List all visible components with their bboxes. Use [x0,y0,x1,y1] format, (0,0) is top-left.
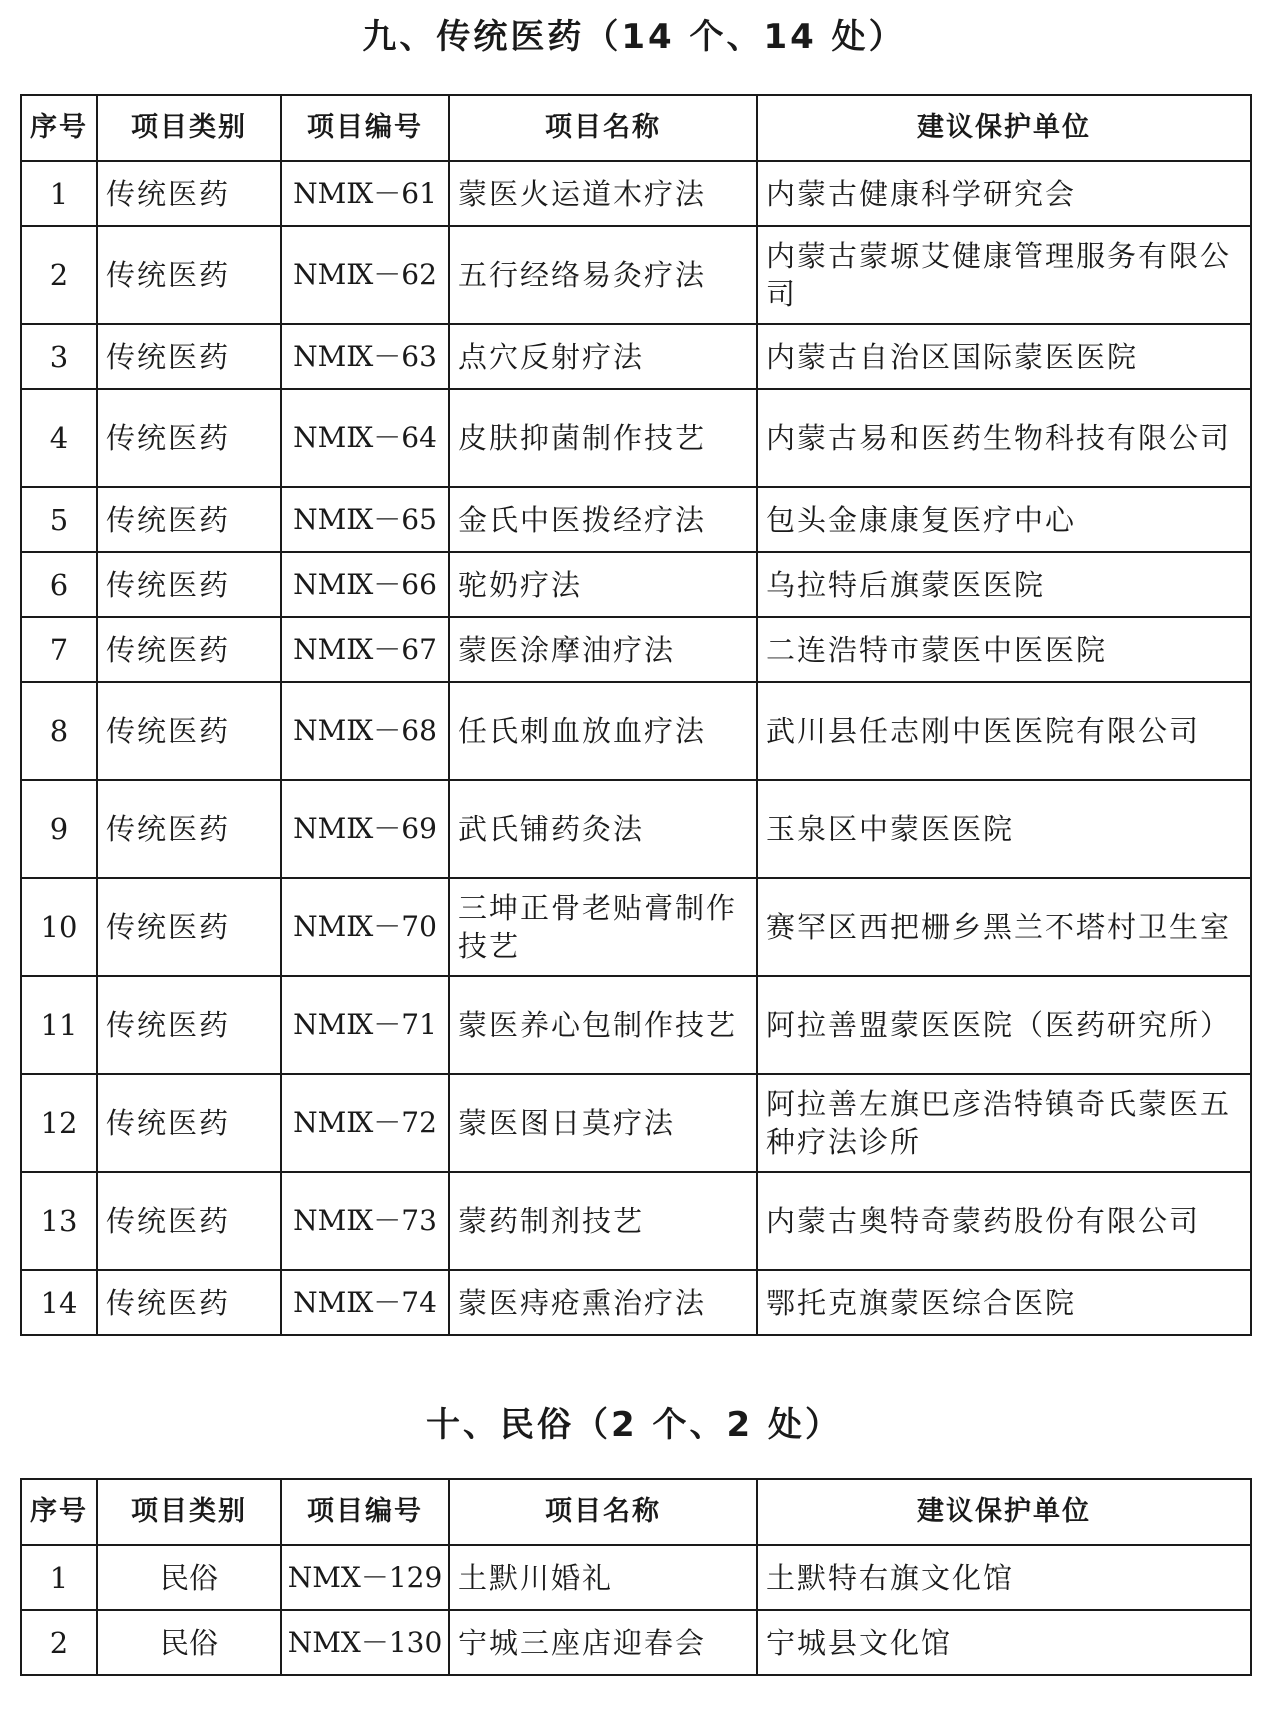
table-row [21,780,1251,878]
table-row [21,976,1251,1074]
cell-name: 任氏刺血放血疗法 [449,682,757,780]
cell-category: 传统医药 [97,682,281,780]
cell-code: NMⅨ－65 [281,487,449,552]
cell-category: 传统医药 [97,161,281,226]
cell-code: NMⅨ－68 [281,682,449,780]
table-row [21,552,1251,617]
cell-category: 传统医药 [97,324,281,389]
table-row [21,389,1251,487]
cell-name: 武氏铺药灸法 [449,780,757,878]
cell-category: 传统医药 [97,1074,281,1172]
header-name: 项目名称 [449,95,757,161]
cell-serial: 2 [21,1610,97,1675]
header-unit: 建议保护单位 [757,95,1251,161]
cell-unit: 武川县任志刚中医医院有限公司 [757,682,1251,780]
cell-category: 传统医药 [97,617,281,682]
cell-category: 传统医药 [97,780,281,878]
cell-name: 金氏中医拨经疗法 [449,487,757,552]
table-header-row [21,1479,1251,1545]
cell-name: 蒙医火运道木疗法 [449,161,757,226]
cell-unit: 内蒙古自治区国际蒙医医院 [757,324,1251,389]
table-row [21,1172,1251,1270]
section-10-title: 十、民俗（2 个、2 处） [426,1405,842,1445]
cell-serial: 5 [21,487,97,552]
cell-code: NMⅨ－71 [281,976,449,1074]
cell-unit: 内蒙古蒙塬艾健康管理服务有限公司 [757,226,1251,324]
header-code: 项目编号 [281,95,449,161]
cell-code: NMⅨ－66 [281,552,449,617]
cell-unit: 阿拉善左旗巴彦浩特镇奇氏蒙医五种疗法诊所 [757,1074,1251,1172]
cell-code: NMⅨ－70 [281,878,449,976]
cell-name: 三坤正骨老贴膏制作技艺 [449,878,757,976]
cell-code: NMⅨ－69 [281,780,449,878]
header-unit: 建议保护单位 [757,1479,1251,1545]
cell-name: 蒙医养心包制作技艺 [449,976,757,1074]
cell-code: NMⅩ－129 [281,1545,449,1610]
table-header-row [21,95,1251,161]
cell-name: 蒙医图日莫疗法 [449,1074,757,1172]
cell-code: NMⅩ－130 [281,1610,449,1675]
cell-unit: 宁城县文化馆 [757,1610,1251,1675]
cell-category: 传统医药 [97,389,281,487]
cell-unit: 阿拉善盟蒙医医院（医药研究所） [757,976,1251,1074]
cell-serial: 14 [21,1270,97,1335]
cell-name: 点穴反射疗法 [449,324,757,389]
cell-serial: 6 [21,552,97,617]
section-9-title: 九、传统医药（14 个、14 处） [362,17,906,57]
table-row [21,1074,1251,1172]
cell-code: NMⅨ－62 [281,226,449,324]
cell-code: NMⅨ－67 [281,617,449,682]
header-category: 项目类别 [97,1479,281,1545]
cell-category: 传统医药 [97,878,281,976]
table-row [21,324,1251,389]
cell-code: NMⅨ－73 [281,1172,449,1270]
header-code: 项目编号 [281,1479,449,1545]
header-name: 项目名称 [449,1479,757,1545]
cell-serial: 12 [21,1074,97,1172]
table-row [21,161,1251,226]
cell-unit: 乌拉特后旗蒙医医院 [757,552,1251,617]
cell-serial: 1 [21,1545,97,1610]
cell-code: NMⅨ－64 [281,389,449,487]
folk-custom-table [20,1478,1252,1676]
table-row [21,226,1251,324]
cell-unit: 土默特右旗文化馆 [757,1545,1251,1610]
cell-name: 蒙医涂摩油疗法 [449,617,757,682]
cell-serial: 9 [21,780,97,878]
table-row [21,617,1251,682]
cell-category: 民俗 [97,1610,281,1675]
cell-name: 蒙医痔疮熏治疗法 [449,1270,757,1335]
table-row [21,1545,1251,1610]
cell-serial: 13 [21,1172,97,1270]
cell-code: NMⅨ－63 [281,324,449,389]
table-row [21,878,1251,976]
header-category: 项目类别 [97,95,281,161]
cell-unit: 内蒙古奥特奇蒙药股份有限公司 [757,1172,1251,1270]
cell-name: 五行经络易灸疗法 [449,226,757,324]
cell-name: 土默川婚礼 [449,1545,757,1610]
cell-serial: 11 [21,976,97,1074]
table-row [21,682,1251,780]
cell-serial: 10 [21,878,97,976]
cell-unit: 玉泉区中蒙医医院 [757,780,1251,878]
cell-serial: 3 [21,324,97,389]
cell-serial: 4 [21,389,97,487]
cell-unit: 鄂托克旗蒙医综合医院 [757,1270,1251,1335]
cell-category: 传统医药 [97,1270,281,1335]
cell-name: 宁城三座店迎春会 [449,1610,757,1675]
cell-unit: 内蒙古健康科学研究会 [757,161,1251,226]
table-row [21,1270,1251,1335]
cell-serial: 8 [21,682,97,780]
cell-category: 传统医药 [97,487,281,552]
cell-unit: 二连浩特市蒙医中医医院 [757,617,1251,682]
cell-code: NMⅨ－61 [281,161,449,226]
cell-category: 传统医药 [97,1172,281,1270]
cell-category: 民俗 [97,1545,281,1610]
traditional-medicine-table [20,94,1252,1336]
cell-category: 传统医药 [97,552,281,617]
header-serial: 序号 [21,95,97,161]
cell-name: 驼奶疗法 [449,552,757,617]
cell-unit: 包头金康康复医疗中心 [757,487,1251,552]
header-serial: 序号 [21,1479,97,1545]
cell-code: NMⅨ－72 [281,1074,449,1172]
table-row [21,1610,1251,1675]
cell-serial: 2 [21,226,97,324]
cell-name: 皮肤抑菌制作技艺 [449,389,757,487]
cell-serial: 7 [21,617,97,682]
cell-name: 蒙药制剂技艺 [449,1172,757,1270]
cell-unit: 内蒙古易和医药生物科技有限公司 [757,389,1251,487]
cell-category: 传统医药 [97,976,281,1074]
cell-code: NMⅨ－74 [281,1270,449,1335]
cell-unit: 赛罕区西把栅乡黑兰不塔村卫生室 [757,878,1251,976]
cell-serial: 1 [21,161,97,226]
cell-category: 传统医药 [97,226,281,324]
table-row [21,487,1251,552]
